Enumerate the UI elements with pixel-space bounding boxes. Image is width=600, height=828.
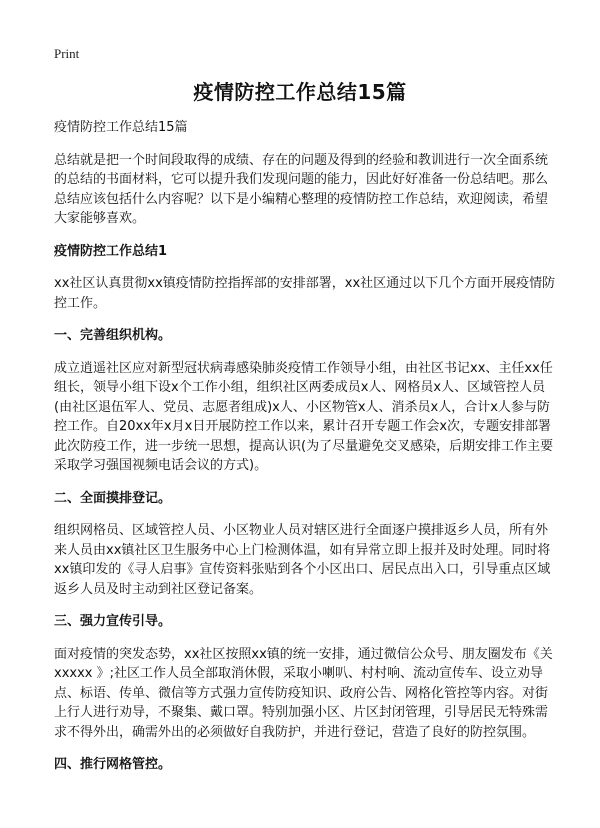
section-heading: 四、推行网格管控。 xyxy=(54,757,172,772)
section-heading: 一、完善组织机构。 xyxy=(54,328,172,343)
print-link[interactable]: Print xyxy=(54,46,80,61)
section-heading: 二、全面摸排登记。 xyxy=(54,490,172,506)
section-body: 面对疫情的突发态势，xx社区按照xx镇的统一安排，通过微信公众号、朋友圈发布《关xxxxx 》;社区工作人员全部取消休假，采取小喇叭、村村响、流动宣传车、设立劝导点、标语、传单、微信等方式强力宣传防疫知识、政府公告、网格化管控等内容。对街上行人进行劝导，不聚集、戴口罩。特别加强小区、片区封闭管理，引导居民无特殊需求不得外出，确需外出的必须做好自我防护，并进行登记，营造了良好的防控氛围。 xyxy=(54,646,553,740)
article-heading: 疫情防控工作总结1 xyxy=(54,243,168,259)
section-body: 组织网格员、区域管控人员、小区物业人员对辖区进行全面逐户摸排返乡人员，所有外来人员由xx镇社区卫生服务中心上门检测体温，如有异常立即上报并及时处理。同时将xx镇印发的《寻人启事》宣传资料张贴到各个小区出口、居民点出入口，引导重点区域返乡人员及时主动到社区登记备案。 xyxy=(54,523,551,597)
section-heading: 三、强力宣传引导。 xyxy=(54,614,172,629)
section-body: 成立逍遥社区应对新型冠状病毒感染肺炎疫情工作领导小组，由社区书记xx、主任xx任组长，领导小组下设x个工作小组，组织社区两委成员x人、网格员x人、区域管控人员(由社区退伍军人、党员、志愿者组成)x人、小区物管x人、消杀员x人，合计x人参与防控工作。自20xx年x月x日开展防控工作以来，累计召开专题工作会x次，专题安排部署此次防疫工作，进一步统一思想，提高认识(为了尽量避免交叉感染，后期安排工作主要采取学习强国视频电话会议的方式)。 xyxy=(54,360,554,473)
document-title: 疫情防控工作总结15篇 xyxy=(193,80,407,104)
document-subtitle: 疫情防控工作总结15篇 xyxy=(54,120,188,135)
intro-paragraph: 总结就是把一个时间段取得的成绩、存在的问题及得到的经验和教训进行一次全面系统的总结的书面材料，它可以提升我们发现问题的能力，因此好好准备一份总结吧。那么总结应该包括什么内容呢？以下是小编精心整理的疫情防控工作总结，欢迎阅读，希望大家能够喜欢。 xyxy=(54,152,549,226)
document-body xyxy=(54,118,560,788)
article-lead: xx社区认真贯彻xx镇疫情防控指挥部的安排部署，xx社区通过以下几个方面开展疫情防控工作。 xyxy=(54,276,556,311)
